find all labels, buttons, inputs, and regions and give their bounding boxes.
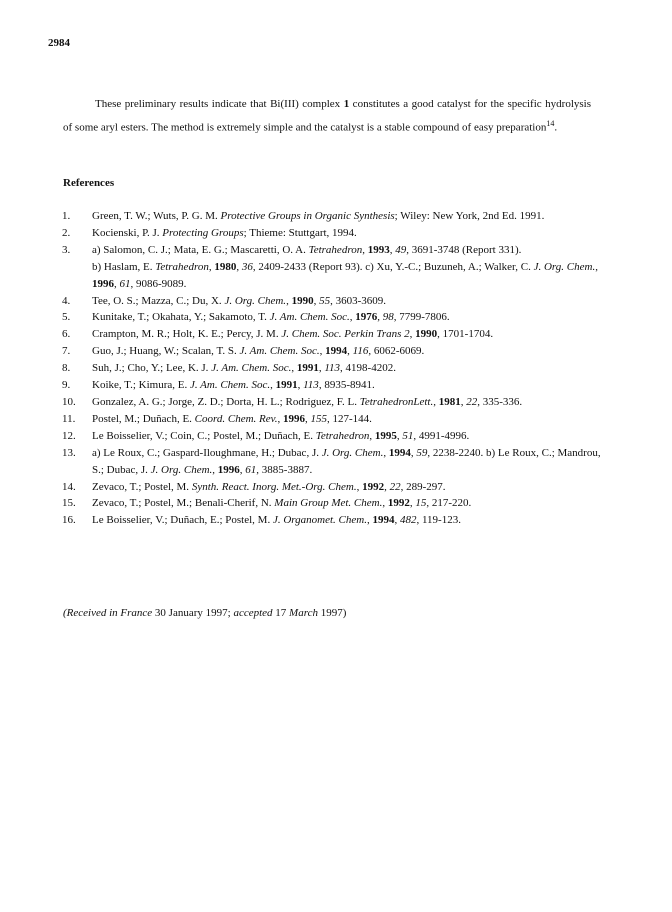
reference-text: Koike, T.; Kimura, E. J. Am. Chem. Soc., 1991, 113, 8935-8941. (92, 379, 375, 392)
reference-text: Postel, M.; Duñach, E. Coord. Chem. Rev., 1996, 155, 127-144. (92, 412, 372, 425)
reference-number: 6. (62, 328, 71, 341)
reference-item (62, 225, 602, 242)
reference-item (62, 242, 602, 293)
reference-text: Crampton, M. R.; Holt, K. E.; Percy, J. M. J. Chem. Soc. Perkin Trans 2, 1990, 1701-1704. (92, 328, 494, 341)
reference-number: 12. (62, 429, 76, 442)
reference-number: 16. (62, 514, 76, 527)
received-date: 30 January (154, 607, 203, 619)
reference-number: 5. (62, 311, 71, 324)
accepted-label: accepted (233, 607, 273, 619)
paragraph-text: These preliminary results indicate that Bi(III) complex (95, 98, 344, 110)
reference-text: Le Boisselier, V.; Duñach, E.; Postel, M. J. Organomet. Chem., 1994, 482, 119-123. (92, 514, 461, 527)
received-line (63, 607, 346, 619)
references-heading: References (63, 177, 115, 189)
paragraph-text-2: constitutes a good catalyst for the specific hydrolysis of some aryl esters. The method is extremely simple and the catalyst is a stable compound of easy preparation (63, 98, 591, 134)
reference-text: Zevaco, T.; Postel, M.; Benali-Cherif, N. Main Group Met. Chem., 1992, 15, 217-220. (92, 497, 472, 510)
received-year: 1997; (202, 607, 234, 619)
reference-text: Zevaco, T.; Postel, M. Synth. React. Inorg. Met.-Org. Chem., 1992, 22, 289-297. (92, 480, 446, 493)
reference-item (62, 512, 602, 529)
reference-number: 13. (62, 446, 76, 459)
reference-number: 15. (62, 497, 76, 510)
reference-item (62, 411, 602, 428)
accepted-day: 17 (272, 607, 290, 619)
reference-text: a) Le Roux, C.; Gaspard-Iloughmane, H.; Dubac, J. J. Org. Chem., 1994, 59, 2238-2240. b) Le Roux, C.; Mandrou, S.; Dubac, J. J. Org. Chem., 1996, 61, 3885-3887. (92, 446, 601, 476)
reference-text: Green, T. W.; Wuts, P. G. M. Protective Groups in Organic Synthesis; Wiley: New York, 2nd Ed. 1991. (92, 210, 545, 222)
reference-number: 9. (62, 379, 71, 392)
reference-number: 3. (62, 243, 71, 256)
reference-item (62, 479, 602, 496)
reference-item (62, 394, 602, 411)
conclusion-paragraph (63, 95, 591, 138)
reference-item (62, 326, 602, 343)
reference-number: 7. (62, 345, 71, 358)
reference-number: 2. (62, 226, 71, 239)
paragraph-end: . (554, 121, 558, 134)
reference-number: 14. (62, 480, 76, 493)
reference-item (62, 293, 602, 310)
reference-text: Suh, J.; Cho, Y.; Lee, K. J. J. Am. Chem. Soc., 1991, 113, 4198-4202. (92, 362, 396, 375)
reference-number: 4. (62, 294, 71, 307)
reference-item (62, 495, 602, 512)
reference-item (62, 360, 602, 377)
reference-number: 11. (62, 412, 76, 425)
accepted-month: March (289, 607, 318, 619)
reference-text: a) Salomon, C. J.; Mata, E. G.; Mascaretti, O. A. Tetrahedron, 1993, 49, 3691-3748 (Report 331). b) Haslam, E. Tetrahedron, 1980, 36, 2409-2433 (Report 93). c) Xu, Y.-C.; Buzuneh, A.; Walker, C. J. Org. Chem., 1996, 61, 9086-9089. (92, 243, 598, 290)
citation-superscript: 14 (546, 119, 555, 128)
reference-text: Guo, J.; Huang, W.; Scalan, T. S. J. Am. Chem. Soc., 1994, 116, 6062-6069. (92, 345, 425, 358)
reference-text: Tee, O. S.; Mazza, C.; Du, X. J. Org. Chem., 1990, 55, 3603-3609. (92, 294, 386, 307)
received-label: (Received in France (63, 607, 155, 619)
reference-item (62, 428, 602, 445)
reference-item (62, 343, 602, 360)
accepted-year: 1997) (317, 607, 347, 619)
reference-text: Kocienski, P. J. Protecting Groups; Thieme: Stuttgart, 1994. (92, 226, 357, 239)
page-number: 2984 (48, 37, 70, 49)
reference-item (62, 445, 602, 479)
reference-text: Gonzalez, A. G.; Jorge, Z. D.; Dorta, H. L.; Rodriguez, F. L. TetrahedronLett., 1981, 22, 335-336. (92, 395, 523, 408)
compound-number: 1 (343, 98, 350, 110)
reference-text: Kunitake, T.; Okahata, Y.; Sakamoto, T. J. Am. Chem. Soc., 1976, 98, 7799-7806. (92, 311, 450, 324)
reference-text: Le Boisselier, V.; Coin, C.; Postel, M.; Duñach, E. Tetrahedron, 1995, 51, 4991-4996. (92, 429, 470, 442)
reference-number: 8. (62, 362, 71, 375)
reference-item (62, 208, 602, 225)
reference-number: 10. (62, 395, 76, 408)
reference-list (62, 208, 602, 529)
reference-item (62, 377, 602, 394)
reference-number: 1. (62, 210, 71, 222)
reference-item (62, 309, 602, 326)
